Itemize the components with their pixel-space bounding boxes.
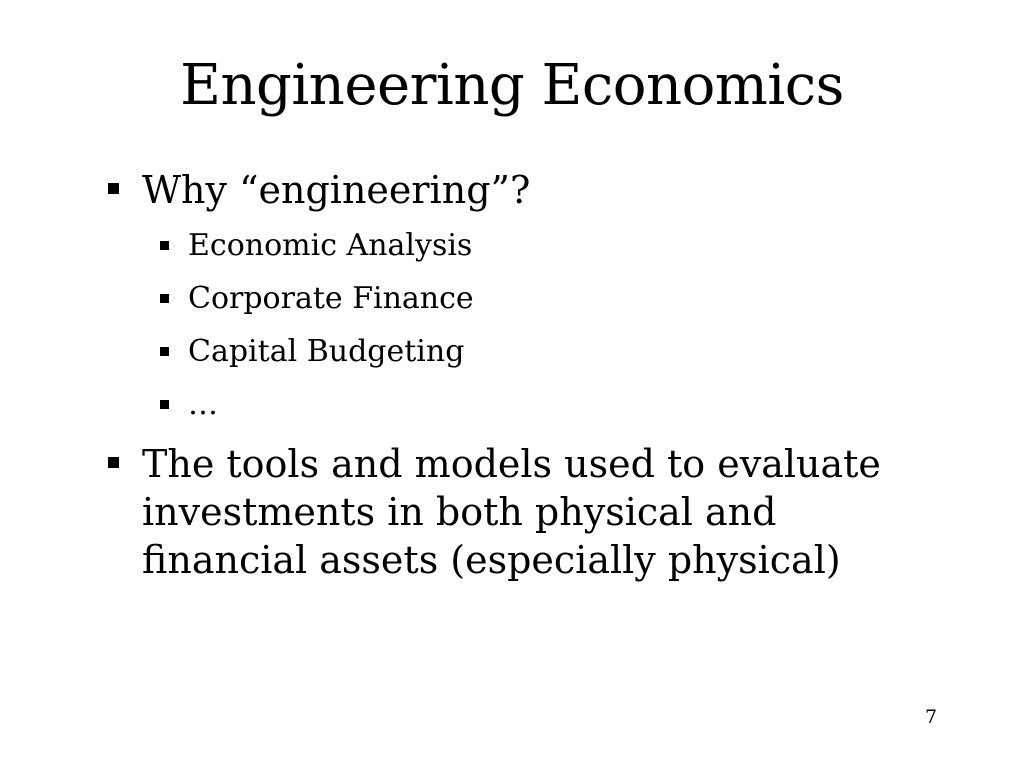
square-bullet-icon	[160, 347, 169, 356]
sub-bullet-item	[160, 226, 472, 266]
square-bullet-icon	[160, 294, 169, 303]
sub-bullet-text: Corporate Finance	[188, 281, 474, 316]
bullet-text: The tools and models used to evaluate investments in both physical and financial assets (especially physical)	[142, 442, 881, 582]
sub-bullet-item	[160, 332, 464, 372]
square-bullet-icon	[160, 400, 169, 409]
square-bullet-icon	[160, 241, 169, 250]
square-bullet-icon	[108, 457, 119, 468]
bullet-item	[108, 440, 912, 584]
sub-bullet-text: Capital Budgeting	[188, 334, 465, 369]
bullet-text: Why “engineering”?	[142, 168, 531, 212]
bullet-item	[108, 166, 530, 214]
sub-bullet-text: …	[188, 387, 218, 422]
square-bullet-icon	[108, 183, 119, 194]
slide-title: Engineering Economics	[180, 53, 844, 118]
sub-bullet-text: Economic Analysis	[188, 228, 473, 263]
sub-bullet-item	[160, 385, 218, 425]
page-number: 7	[924, 706, 938, 728]
sub-bullet-item	[160, 279, 474, 319]
